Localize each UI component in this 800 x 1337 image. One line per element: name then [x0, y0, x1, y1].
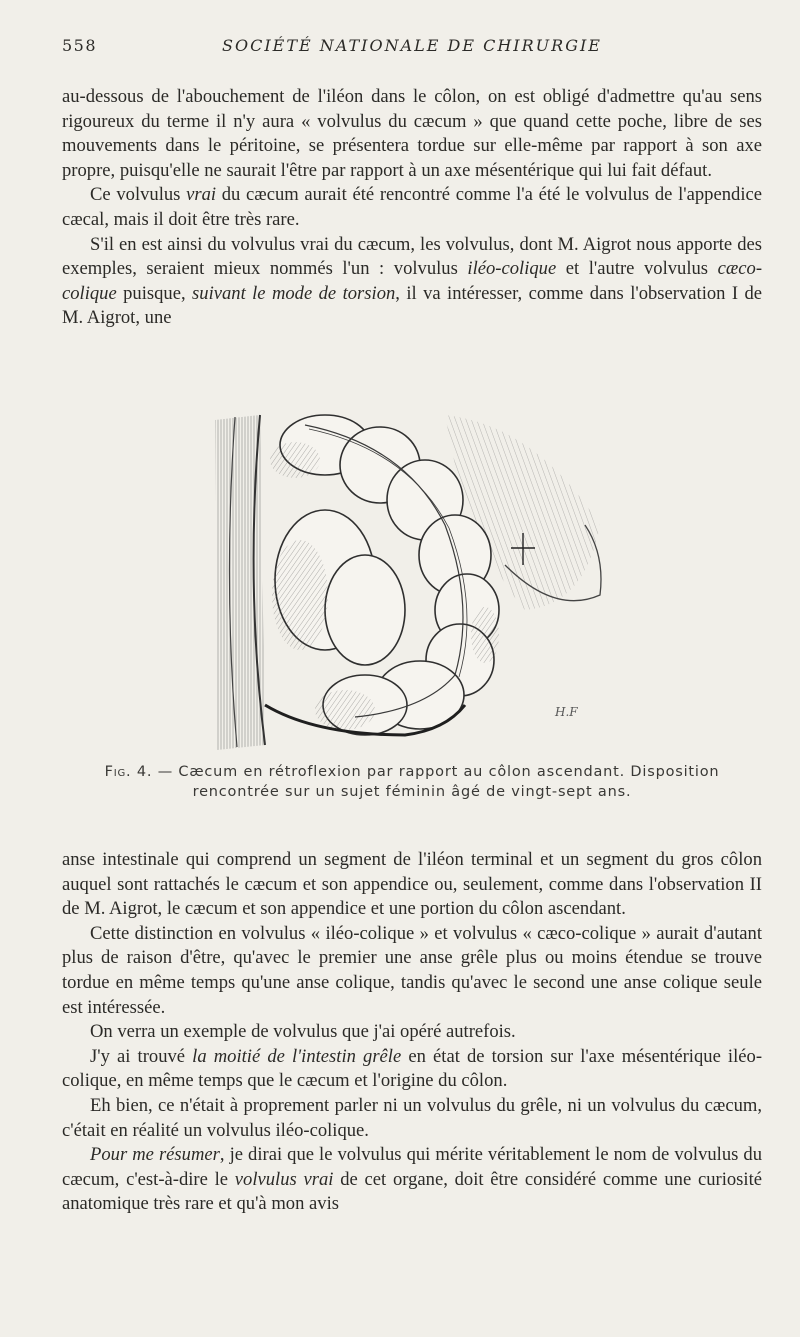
body-text-top — [62, 85, 762, 331]
text-segment: On verra un exemple de volvulus que j'ai opéré autrefois. — [90, 1021, 516, 1043]
text-segment: en état de torsion sur l'axe mésentérique iléo-colique, en même temps que le cæcum et l'origine du côlon. — [62, 1045, 763, 1092]
running-title: SOCIÉTÉ NATIONALE DE CHIRURGIE — [222, 36, 602, 55]
italic-segment: Pour me résumer — [90, 1144, 220, 1166]
paragraph — [62, 233, 762, 331]
italic-segment: cæco-colique — [62, 258, 763, 304]
text-segment: du cæcum aurait été rencontré comme l'a été le volvulus de l'appendice cæcal, mais il doit être très rare. — [62, 184, 762, 230]
paragraph — [62, 1020, 762, 1045]
italic-segment: iléo-colique — [467, 258, 557, 280]
text-segment: et l'autre volvulus — [556, 258, 718, 280]
text-segment: , il va intéresser, comme dans l'observation I de M. Aigrot, une — [62, 282, 762, 329]
paragraph — [62, 1143, 762, 1217]
artist-signature: H.F — [555, 705, 578, 719]
text-segment: au-dessous de l'abouchement de l'iléon dans le côlon, on est obligé d'admettre qu'au sens rigoureux du terme il n'y aura « volvulus du cæcum » que quand cette poche, libre de ses mouvements dans le péritoine, se présentera tordue sur elle-même par rapport à son axe propre, puisqu'elle ne saurait l'être par rapport à un axe mésentérique qui lui fait défaut. — [62, 86, 762, 181]
italic-segment: vrai — [186, 184, 217, 206]
paragraph — [62, 1045, 762, 1094]
text-segment: S'il en est ainsi du volvulus vrai du cæcum, les volvulus, dont M. Aigrot nous apporte des exemples, seraient mieux nommés l'un : volvulus — [62, 233, 762, 280]
text-segment: , je dirai que le volvulus qui mérite véritablement le nom de volvulus du cæcum, c'est-à-dire le — [62, 1144, 762, 1190]
italic-segment: suivant le mode de torsion — [192, 282, 396, 304]
paragraph — [62, 183, 762, 232]
text-segment: de cet organe, doit être considéré comme une curiosité anatomique très rare et qu'à mon avis — [62, 1168, 762, 1215]
text-segment: J'y ai trouvé — [90, 1045, 193, 1067]
paragraph — [62, 1094, 762, 1143]
running-head — [62, 36, 762, 60]
anatomical-illustration — [205, 405, 615, 755]
figure-caption — [62, 762, 762, 802]
body-text-bottom — [62, 848, 762, 1217]
paragraph — [62, 85, 762, 183]
paragraph — [62, 848, 762, 922]
text-segment: puisque, — [116, 282, 193, 304]
text-segment: anse intestinale qui comprend un segment de l'iléon terminal et un segment du gros côlon auquel sont rattachés le cæcum et son appendice ou, seulement, comme dans l'observation II de M. Aigrot, le cæcum et son appendice et une portion du côlon ascendant. — [62, 849, 762, 920]
italic-segment: volvulus vrai — [234, 1168, 334, 1190]
text-segment: Ce volvulus — [90, 184, 187, 206]
page-number: 558 — [62, 36, 98, 55]
paragraph — [62, 922, 762, 1020]
caption-text: — Cæcum en rétroflexion par rapport au côlon ascendant. Disposition rencontrée sur un sujet féminin âgé de vingt-sept ans. — [157, 764, 720, 800]
italic-segment: la moitié de l'intestin grêle — [192, 1045, 402, 1067]
text-segment: Eh bien, ce n'était à proprement parler ni un volvulus du grêle, ni un volvulus du cæcum, c'était en réalité un volvulus iléo-colique. — [62, 1094, 762, 1141]
text-segment: Cette distinction en volvulus « iléo-colique » et volvulus « cæco-colique » aurait d'autant plus de raison d'être, qu'avec le premier une anse grêle plus ou moins étendue se trouve tordue en même temps qu'une anse colique, tandis qu'avec le second une anse colique seule est intéressée. — [62, 922, 762, 1018]
caption-label: Fig. 4. — [104, 764, 153, 780]
